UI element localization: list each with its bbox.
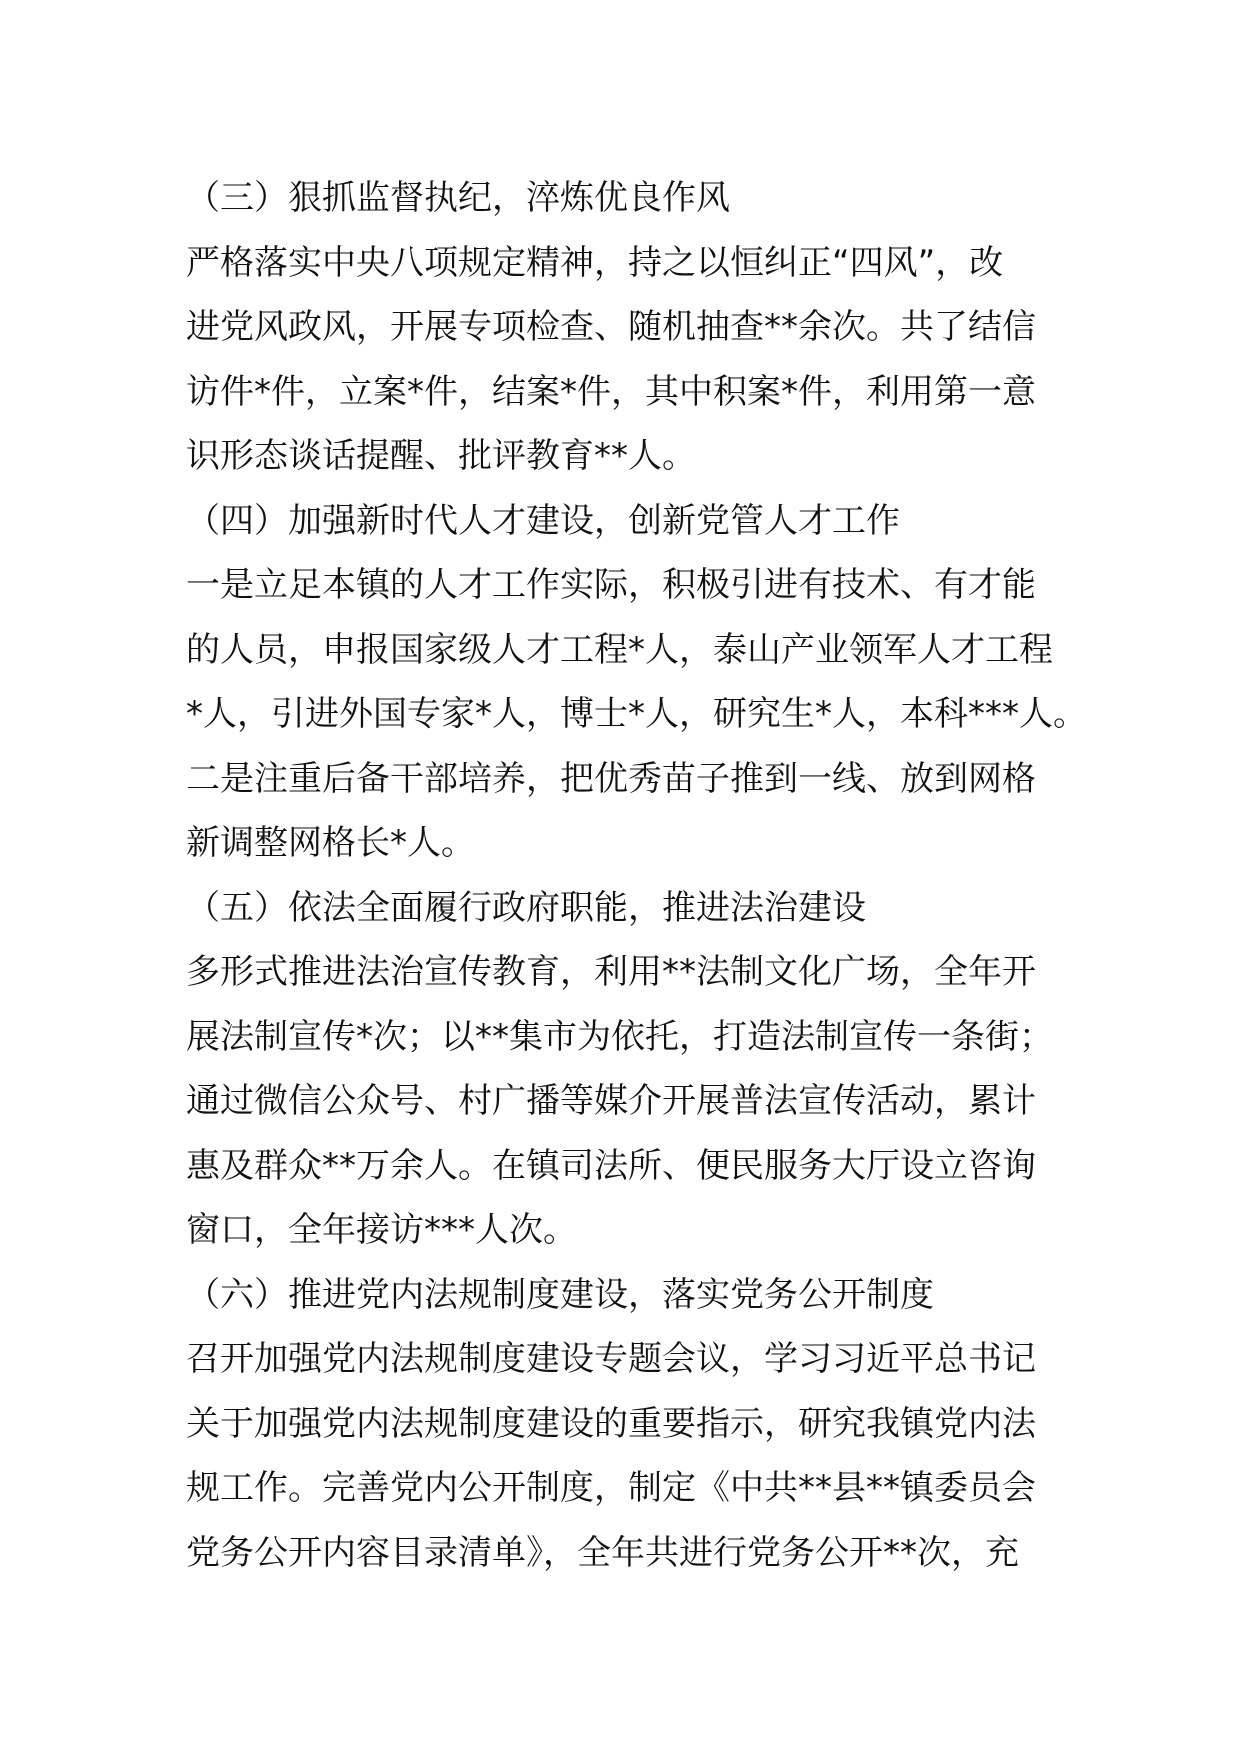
paragraph-line: 的人员，申报国家级人才工程*人，泰山产业领军人才工程 (186, 629, 1053, 670)
paragraph-line: 访件*件，立案*件，结案*件，其中积案*件，利用第一意 (186, 371, 1036, 412)
paragraph-line: 识形态谈话提醒、批评教育**人。 (186, 436, 696, 476)
paragraph-line: 一是立足本镇的人才工作实际，积极引进有技术、有才能 (186, 565, 1036, 605)
section-heading-5: （五）依法全面履行政府职能，推进法治建设 (186, 887, 866, 928)
section-heading-6: （六）推进党内法规制度建设，落实党务公开制度 (186, 1274, 934, 1315)
document-body (186, 166, 1087, 1585)
paragraph-line: 二是注重后备干部培养，把优秀苗子推到一线、放到网格 (186, 758, 1036, 799)
paragraph-line: 关于加强党内法规制度建设的重要指示，研究我镇党内法 (186, 1403, 1036, 1444)
paragraph-line: 进党风政风，开展专项检查、随机抽查**余次。共了结信 (186, 307, 1036, 347)
paragraph-line: 通过微信公众号、村广播等媒介开展普法宣传活动，累计 (186, 1081, 1036, 1121)
section-heading-3: （三）狠抓监督执纪，淬炼优良作风 (186, 178, 730, 218)
paragraph-line: 规工作。完善党内公开制度，制定《中共**县**镇委员会 (186, 1468, 1036, 1508)
paragraph-line: 惠及群众**万余人。在镇司法所、便民服务大厅设立咨询 (186, 1145, 1036, 1186)
paragraph-line: 新调整网格长*人。 (186, 823, 475, 863)
paragraph-line: 召开加强党内法规制度建设专题会议，学习习近平总书记 (186, 1339, 1036, 1379)
paragraph-line: 严格落实中央八项规定精神，持之以恒纠正“四风”，改 (186, 242, 1004, 283)
paragraph-line: *人，引进外国专家*人，博士*人，研究生*人，本科***人。 (186, 694, 1087, 734)
section-heading-4: （四）加强新时代人才建设，创新党管人才工作 (186, 500, 900, 541)
paragraph-line: 展法制宣传*次；以**集市为依托，打造法制宣传一条街； (186, 1016, 1053, 1057)
paragraph-line: 窗口，全年接访***人次。 (186, 1210, 577, 1250)
paragraph-line: 党务公开内容目录清单》，全年共进行党务公开**次，充 (186, 1532, 1019, 1573)
paragraph-line: 多形式推进法治宣传教育，利用**法制文化广场，全年开 (186, 952, 1036, 992)
